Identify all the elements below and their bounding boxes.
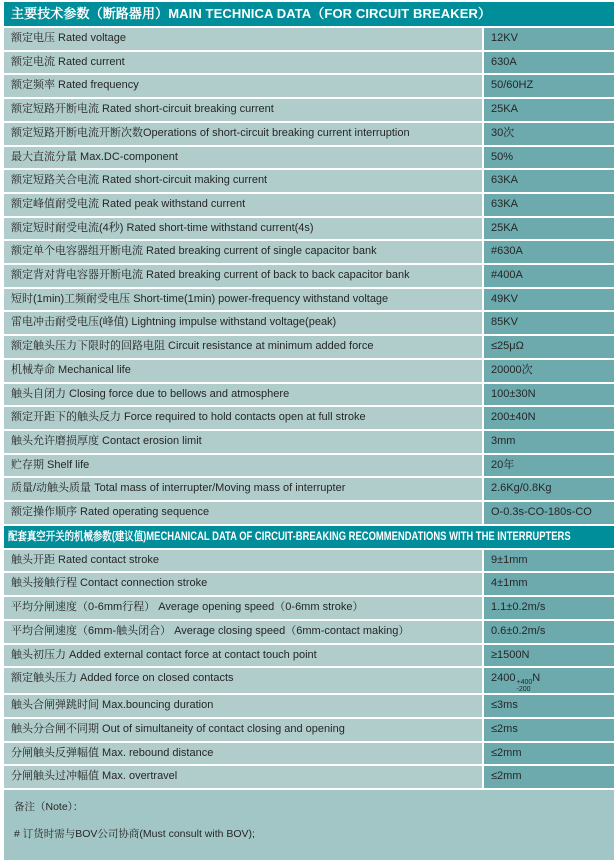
row-label: 触头自闭力 Closing force due to bellows and atmosphere xyxy=(4,384,482,406)
row-value-supsub xyxy=(516,680,532,693)
row-value-text: ≤2ms xyxy=(491,722,518,735)
row-value-sup: +400 xyxy=(516,679,533,687)
row-value xyxy=(484,218,614,240)
row-label: 触头初压力 Added external contact force at contact touch point xyxy=(4,645,482,667)
row-value-text: 2.6Kg/0.8Kg xyxy=(491,482,552,495)
table-row xyxy=(4,289,614,311)
row-value xyxy=(484,360,614,382)
row-value xyxy=(484,550,614,572)
notes-section xyxy=(4,790,614,860)
row-value-text: 63KA xyxy=(491,197,518,210)
row-value-text: ≤25μΩ xyxy=(491,340,524,353)
table-row xyxy=(4,502,614,524)
table-row xyxy=(4,597,614,619)
row-label: 触头分合闸不同期 Out of simultaneity of contact closing and opening xyxy=(4,719,482,741)
row-value-text: 30次 xyxy=(491,126,515,139)
row-value xyxy=(484,75,614,97)
table-row xyxy=(4,99,614,121)
row-label: 额定电流 Rated current xyxy=(4,52,482,74)
table-row xyxy=(4,28,614,50)
row-label: 额定开距下的触头反力 Force required to hold contacts open at full stroke xyxy=(4,407,482,429)
row-label: 机械寿命 Mechanical life xyxy=(4,360,482,382)
row-value xyxy=(484,695,614,717)
row-label: 额定短时耐受电流(4秒) Rated short-time withstand current(4s) xyxy=(4,218,482,240)
row-value-text: 630A xyxy=(491,55,517,68)
table-row xyxy=(4,645,614,667)
row-value xyxy=(484,766,614,788)
table-row xyxy=(4,668,614,693)
row-value-text: 12KV xyxy=(491,32,518,44)
row-value-text: 100±30N xyxy=(491,387,536,400)
row-label: 额定短路关合电流 Rated short-circuit making current xyxy=(4,170,482,192)
row-value-text: 200±40N xyxy=(491,411,536,424)
row-label: 分闸触头反弹幅值 Max. rebound distance xyxy=(4,743,482,765)
row-value xyxy=(484,123,614,145)
row-value-sub: -200 xyxy=(516,685,531,693)
row-label: 额定操作顺序 Rated operating sequence xyxy=(4,502,482,524)
row-label: 平均分闸速度（0-6mm行程） Average opening speed（0-6mm stroke） xyxy=(4,597,482,619)
row-label: 额定单个电容器组开断电流 Rated breaking current of single capacitor bank xyxy=(4,241,482,263)
row-value-text: 0.6±0.2m/s xyxy=(491,624,546,637)
section1-header xyxy=(4,2,614,26)
table-row xyxy=(4,695,614,717)
table-row xyxy=(4,312,614,334)
row-value-text: 50/60HZ xyxy=(491,79,534,92)
row-value-text: 49KV xyxy=(491,292,518,305)
row-label: 额定电压 Rated voltage xyxy=(4,28,482,50)
row-value xyxy=(484,289,614,311)
row-value-text: O-0.3s-CO-180s-CO xyxy=(491,506,592,519)
table-row xyxy=(4,147,614,169)
row-value-text: ≤2mm xyxy=(491,746,522,759)
row-value xyxy=(484,668,614,693)
row-value xyxy=(484,52,614,74)
row-value xyxy=(484,743,614,765)
table-row xyxy=(4,265,614,287)
row-value xyxy=(484,573,614,595)
row-value-text: 9±1mm xyxy=(491,553,528,566)
row-value xyxy=(484,431,614,453)
row-value-text: 20000次 xyxy=(491,363,533,376)
row-value-text: 4±1mm xyxy=(491,577,528,590)
table-row xyxy=(4,75,614,97)
row-value-text: ≤3ms xyxy=(491,699,518,712)
row-value-text: 1.1±0.2m/s xyxy=(491,601,546,614)
table-row xyxy=(4,241,614,263)
note-text: # 订货时需与BOV公司协商(Must consult with BOV); xyxy=(14,828,255,841)
row-value-text: #400A xyxy=(491,269,523,282)
table-row xyxy=(4,52,614,74)
row-value-text: 3mm xyxy=(491,434,516,447)
row-label: 贮存期 Shelf life xyxy=(4,455,482,477)
row-label: 最大直流分量 Max.DC-component xyxy=(4,147,482,169)
row-value-text: 85KV xyxy=(491,316,518,329)
row-value-text: #630A xyxy=(491,245,523,258)
row-value-text: 2400 xyxy=(491,672,516,685)
table-row xyxy=(4,194,614,216)
row-value xyxy=(484,645,614,667)
section2-rows xyxy=(4,550,614,788)
table-row xyxy=(4,218,614,240)
row-label: 触头开距 Rated contact stroke xyxy=(4,550,482,572)
row-label: 触头合闸弹跳时间 Max.bouncing duration xyxy=(4,695,482,717)
section1-rows xyxy=(4,28,614,524)
row-value xyxy=(484,478,614,500)
row-label: 额定触头压力下限时的回路电阻 Circuit resistance at minimum added force xyxy=(4,336,482,358)
table-row xyxy=(4,478,614,500)
row-value xyxy=(484,384,614,406)
table-row xyxy=(4,573,614,595)
table-row xyxy=(4,743,614,765)
row-value xyxy=(484,147,614,169)
row-value-text: ≥1500N xyxy=(491,648,530,661)
table-row xyxy=(4,431,614,453)
table-row xyxy=(4,455,614,477)
row-label: 雷电冲击耐受电压(峰值) Lightning impulse withstand voltage(peak) xyxy=(4,312,482,334)
table-row xyxy=(4,719,614,741)
row-label: 额定频率 Rated frequency xyxy=(4,75,482,97)
row-value xyxy=(484,597,614,619)
row-value xyxy=(484,312,614,334)
row-value xyxy=(484,265,614,287)
row-label: 额定背对背电容器开断电流 Rated breaking current of back to back capacitor bank xyxy=(4,265,482,287)
row-value-text: 25KA xyxy=(491,103,518,116)
row-value xyxy=(484,502,614,524)
row-label: 额定短路开断电流开断次数Operations of short-circuit breaking current interruption xyxy=(4,123,482,145)
table-row xyxy=(4,550,614,572)
table-row xyxy=(4,336,614,358)
row-value xyxy=(484,99,614,121)
note-label: 备注（Note）： xyxy=(14,801,84,814)
row-value xyxy=(484,407,614,429)
row-value-text: ≤2mm xyxy=(491,770,522,783)
row-value xyxy=(484,621,614,643)
table-row xyxy=(4,407,614,429)
row-label: 质量/动触头质量 Total mass of interrupter/Moving mass of interrupter xyxy=(4,478,482,500)
row-value-text: 20年 xyxy=(491,458,515,471)
row-label: 触头接触行程 Contact connection stroke xyxy=(4,573,482,595)
row-value xyxy=(484,194,614,216)
row-label: 平均合闸速度（6mm-触头闭合） Average closing speed（6mm-contact making） xyxy=(4,621,482,643)
row-value xyxy=(484,170,614,192)
row-value xyxy=(484,336,614,358)
table-row xyxy=(4,766,614,788)
row-value xyxy=(484,455,614,477)
row-value-text: 25KA xyxy=(491,221,518,234)
row-label: 短时(1min)工频耐受电压 Short-time(1min) power-frequency withstand voltage xyxy=(4,289,482,311)
table-row xyxy=(4,384,614,406)
table-row xyxy=(4,621,614,643)
row-value-text: 63KA xyxy=(491,174,518,187)
section1-title: 主要技术参数（断路器用）MAIN TECHNICA DATA（FOR CIRCUIT BREAKER） xyxy=(11,6,492,21)
row-label: 分闸触头过冲幅值 Max. overtravel xyxy=(4,766,482,788)
row-value xyxy=(484,241,614,263)
row-value xyxy=(484,719,614,741)
table-row xyxy=(4,123,614,145)
section2-title: 配套真空开关的机械参数(建议值)MECHANICAL DATA OF CIRCUIT-BREAKING RECOMMENDATIONS WITH THE INTERRUPTERS xyxy=(8,530,571,543)
row-label: 额定短路开断电流 Rated short-circuit breaking current xyxy=(4,99,482,121)
table-row xyxy=(4,360,614,382)
row-value-suffix: N xyxy=(532,672,541,685)
row-label: 额定触头压力 Added force on closed contacts xyxy=(4,668,482,693)
section2-header xyxy=(4,526,614,548)
row-value-text: 50% xyxy=(491,150,514,163)
row-label: 额定峰值耐受电流 Rated peak withstand current xyxy=(4,194,482,216)
table-row xyxy=(4,170,614,192)
row-label: 触头允许磨损厚度 Contact erosion limit xyxy=(4,431,482,453)
row-value xyxy=(484,28,614,50)
